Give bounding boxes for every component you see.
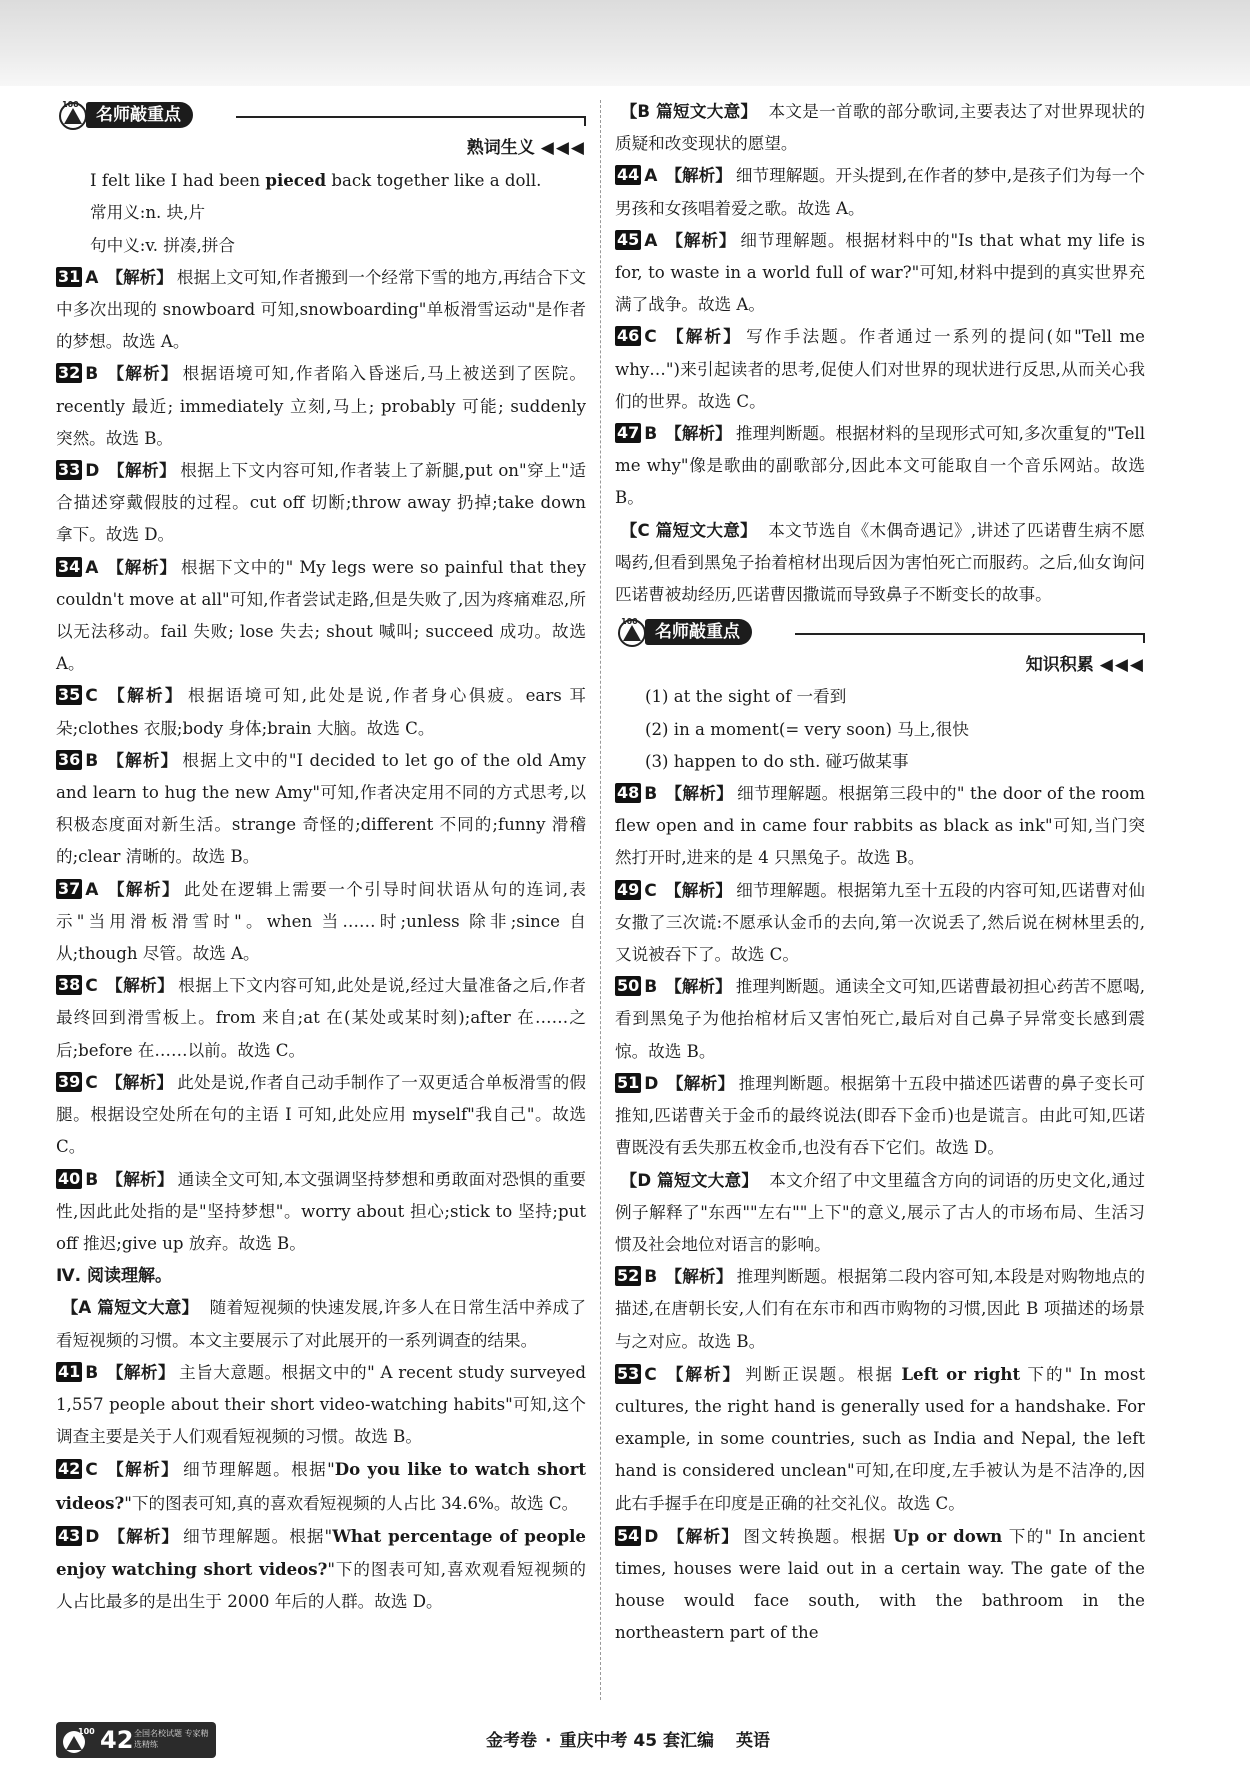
explanation-post: "下的图表可知,真的喜欢看短视频的人占比 34.6%。故选 C。 xyxy=(124,1493,579,1513)
question-number: 34 xyxy=(58,556,81,576)
vocab-in-sentence: 句中义:v. 拼凑,拼合 xyxy=(90,235,235,255)
answer-item-44 xyxy=(615,160,1145,224)
explanation-pre: 细节理解题。根据第三段中的" the door of the room flew open and in came four rabbits as black as ink"可知,当门突然打开时,进来的是 4 只黑兔子。故选 B。 xyxy=(615,784,1146,868)
answer-letter: C xyxy=(85,976,98,997)
analysis-tag: 【解析】 xyxy=(665,166,732,186)
answer-item-35 xyxy=(56,680,586,744)
explanation-text: 根据上文中的"I decided to let go of the old Amy and learn to hug the new Amy"可知,作者决定用不同的方式思考,以积极态度面对新生活。strange 奇怪的;different 不同的;funny 滑稽的;clear 清晰的。故选 B。 xyxy=(56,750,586,867)
vocab-sentence: I felt like I had been pieced back together like a doll. xyxy=(90,170,542,191)
analysis-tag: 【解析】 xyxy=(106,1362,176,1382)
analysis-tag: 【解析】 xyxy=(105,1072,174,1092)
analysis-tag: 【解析】 xyxy=(666,1073,735,1093)
answer-item-34 xyxy=(56,552,586,681)
section-iv-heading: Ⅳ. 阅读理解。 xyxy=(56,1266,173,1287)
analysis-tag: 【解析】 xyxy=(105,1460,180,1480)
summary-c: 【C 篇短文大意】 本文节选自《木偶奇遇记》,讲述了匹诺曹生病不愿喝药,但看到黑兔子抬着棺材出现后因为害怕死亡而服药。之后,仙女询问匹诺曹被劫经历,匹诺曹因撒谎而导致鼻子不断变长的故事。 xyxy=(615,520,1145,605)
footer-title: 金考卷 · 重庆中考 45 套汇编 英语 xyxy=(486,1731,770,1751)
left-column xyxy=(56,96,586,1618)
analysis-tag: 【解析】 xyxy=(105,686,184,706)
explanation-pre: 判断正误题。根据 xyxy=(745,1364,902,1384)
arrow-icons: ◀◀◀ xyxy=(1099,655,1145,676)
question-number: 53 xyxy=(617,1363,640,1383)
vocab-common: 常用义:n. 块,片 xyxy=(90,203,206,223)
answer-item-45 xyxy=(615,225,1145,322)
explanation-post: 下的" In ancient times, houses were laid out in a certain way. The gate of the house would face south, with the bathroom in the northeastern part of the xyxy=(615,1526,1145,1643)
explanation-pre: 推理判断题。通读全文可知,匹诺曹最初担心药苦不愿喝,看到黑兔子为他抬棺材后又害怕死亡,最后对自己鼻子异常变长感到震惊。故选 B。 xyxy=(615,977,1145,1061)
analysis-tag: 【解析】 xyxy=(106,364,179,384)
analysis-tag: 【解析】 xyxy=(665,977,732,997)
answer-list-44-47 xyxy=(615,160,1145,514)
banner-rule-end xyxy=(580,116,586,126)
question-number: 52 xyxy=(617,1266,640,1286)
answer-list-52-54 xyxy=(615,1261,1145,1649)
vocab-subhead: 熟词生义 ◀◀◀ xyxy=(466,138,586,158)
banner-rule-end xyxy=(1139,633,1145,643)
question-number: 48 xyxy=(617,783,640,803)
banner-rule xyxy=(795,633,1145,635)
question-number: 54 xyxy=(617,1525,640,1545)
analysis-tag: 【解析】 xyxy=(106,750,179,770)
explanation-text: 通读全文可知,本文强调坚持梦想和勇敢面对恐惧的重要性,因此此处指的是"坚持梦想"。worry about 担心;stick to 坚持;put off 推迟;give up 放弃。故选 B。 xyxy=(56,1169,586,1253)
explanation-text: 细节理解题。根据材料中的"Is that what my life is for, to waste in a world full of war?"可知,材料中提到的真实世界充满了战争。故选 A。 xyxy=(615,230,1146,315)
answer-letter: B xyxy=(644,977,658,998)
explanation-pre: 推理判断题。根据第二段内容可知,本段是对购物地点的描述,在唐朝长安,人们有在东市和西市购物的习惯,因此 B 项描述的场景与之对应。故选 B。 xyxy=(615,1267,1145,1351)
answer-letter: A xyxy=(85,879,99,900)
question-number: 31 xyxy=(58,266,81,286)
explanation-post: 下的" In most cultures, the right hand is generally used for a handshake. For example, in some countries, such as India and Nepal, the left hand is considered unclean"可知,在印度,左手被认为是不洁净的,因此右手握手在印度是正确的社交礼仪。故选 C。 xyxy=(615,1364,1145,1513)
question-number: 45 xyxy=(617,229,640,249)
question-number: 51 xyxy=(617,1072,640,1092)
analysis-tag: 【解析】 xyxy=(107,461,177,481)
svg-text:100: 100 xyxy=(78,1727,95,1736)
knowledge-subhead: 知识积累 ◀◀◀ xyxy=(1025,655,1145,676)
explanation-post: "下的图表可知,喜欢观看短视频的人占比最多的是出生于 2000 年后的人群。故选 D。 xyxy=(56,1559,586,1612)
analysis-tag: 【解析】 xyxy=(105,976,175,996)
answer-item-38 xyxy=(56,970,586,1067)
answer-item-42 xyxy=(56,1453,586,1519)
answer-item-39 xyxy=(56,1067,586,1164)
answer-item-32 xyxy=(56,358,586,455)
question-number: 38 xyxy=(58,975,81,995)
question-number: 49 xyxy=(617,879,640,899)
answer-letter: D xyxy=(85,461,100,482)
answer-list-48-51 xyxy=(615,778,1145,1164)
analysis-tag: 【解析】 xyxy=(106,267,173,287)
answer-letter: B xyxy=(644,424,658,445)
answer-letter: B xyxy=(85,1169,99,1190)
banner-title-2: 名师敲重点 xyxy=(645,619,752,645)
answer-item-48 xyxy=(615,778,1145,875)
question-number: 35 xyxy=(58,685,81,705)
svg-text:100: 100 xyxy=(62,100,79,109)
analysis-tag: 【解析】 xyxy=(106,1169,174,1189)
answer-list-31-40 xyxy=(56,262,586,1260)
page-footer xyxy=(56,1722,1196,1762)
answer-letter: D xyxy=(85,1526,100,1547)
answer-letter: A xyxy=(644,166,658,187)
question-number: 32 xyxy=(58,363,81,383)
question-number: 44 xyxy=(617,165,640,185)
answer-letter: A xyxy=(85,557,99,578)
knowledge-item-2: (2) in a moment(= very soon) 马上,很快 xyxy=(645,719,969,739)
explanation-pre: 细节理解题。根据第九至十五段的内容可知,匹诺曹对仙女撒了三次谎:不愿承认金币的去向,第一次说丢了,然后说在树林里丢的,又说被吞下了。故选 C。 xyxy=(615,880,1145,965)
teacher-logo-icon xyxy=(56,98,90,132)
analysis-tag: 【解析】 xyxy=(666,1526,740,1546)
answer-item-46 xyxy=(615,321,1145,418)
explanation-text: 此处是说,作者自己动手制作了一双更适合单板滑雪的假腿。根据设空处所在句的主语 I 可知,此处应用 myself"我自己"。故选 C。 xyxy=(56,1072,586,1157)
page-tagline: 全国名校试题 专家精选精练 xyxy=(134,1729,209,1749)
analysis-tag: 【解析】 xyxy=(106,879,181,899)
answer-letter: B xyxy=(85,1362,99,1383)
summary-d: 【D 篇短文大意】 本文介绍了中文里蕴含方向的词语的历史文化,通过例子解释了"东西""左右""上下"的意义,展示了古人的市场布局、生活习惯及社会地位对语言的影响。 xyxy=(615,1170,1145,1254)
explanation-text: 根据语境可知,作者陷入昏迷后,马上被送到了医院。recently 最近; immediately 立刻,马上; probably 可能; suddenly 突然。故选 B。 xyxy=(56,364,586,448)
answer-letter: C xyxy=(644,880,657,901)
analysis-tag: 【解析】 xyxy=(664,880,733,900)
explanation-pre: 推理判断题。根据第十五段中描述匹诺曹的鼻子变长可推知,匹诺曹关于金币的最终说法(即吞下金币)也是谎言。由此可知,匹诺曹既没有丢失那五枚金币,也没有吞下它们。故选 D。 xyxy=(615,1073,1146,1158)
answer-letter: C xyxy=(85,1460,98,1481)
brand-logo-icon xyxy=(60,1724,96,1756)
question-number: 41 xyxy=(58,1361,81,1381)
answer-item-51 xyxy=(615,1068,1145,1165)
explanation-pre: 细节理解题。根据" xyxy=(183,1460,335,1480)
explanation-text: 根据上下文内容可知,作者装上了新腿,put on"穿上"适合描述穿戴假肢的过程。cut off 切断;throw away 扔掉;take down 拿下。故选 D。 xyxy=(56,461,587,545)
answer-letter: B xyxy=(85,364,99,385)
explanation-text: 细节理解题。开头提到,在作者的梦中,是孩子们为每一个男孩和女孩唱着爱之歌。故选 A。 xyxy=(615,166,1145,218)
question-number: 39 xyxy=(58,1071,81,1091)
analysis-tag: 【解析】 xyxy=(665,784,734,804)
answer-letter: A xyxy=(85,267,99,288)
knowledge-item-1: (1) at the sight of 一看到 xyxy=(645,687,847,707)
answer-letter: C xyxy=(85,686,98,707)
answer-item-47 xyxy=(615,418,1145,515)
answer-letter: B xyxy=(644,784,658,805)
answer-item-43 xyxy=(56,1520,586,1619)
answer-item-36 xyxy=(56,745,586,874)
explanation-bold: What percentage of people enjoy watching short videos? xyxy=(56,1525,586,1579)
analysis-tag: 【解析】 xyxy=(107,1526,180,1546)
question-number: 36 xyxy=(58,749,81,769)
analysis-tag: 【解析】 xyxy=(665,424,732,444)
question-number: 50 xyxy=(617,976,640,996)
analysis-tag: 【解析】 xyxy=(665,1267,733,1287)
answer-item-33 xyxy=(56,455,586,552)
explanation-text: 推理判断题。根据材料的呈现形式可知,多次重复的"Tell me why"像是歌曲的副歌部分,因此本文可能取自一个音乐网站。故选 B。 xyxy=(615,424,1145,508)
explanation-text: 根据上下文内容可知,此处是说,经过大量准备之后,作者最终回到滑雪板上。from 来自;at 在(某处或某时刻);after 在……之后;before 在……以前。故选 C。 xyxy=(56,976,587,1060)
explanation-text: 根据下文中的" My legs were so painful that they couldn't move at all"可知,作者尝试走路,但是失败了,因为疼痛难忍,所以无法移动。fail 失败; lose 失去; shout 喊叫; succeed 成功。故选 A。 xyxy=(56,557,586,674)
answer-item-54 xyxy=(615,1520,1145,1650)
explanation-pre: 细节理解题。根据" xyxy=(183,1526,333,1546)
explanation-pre: 图文转换题。根据 xyxy=(743,1526,894,1546)
arrow-icons: ◀◀◀ xyxy=(540,138,586,158)
key-points-banner xyxy=(56,98,586,132)
explanation-bold: Left or right xyxy=(901,1363,1021,1384)
top-scan-band xyxy=(0,0,1250,86)
knowledge-item-3: (3) happen to do sth. 碰巧做某事 xyxy=(645,751,909,771)
banner-title: 名师敲重点 xyxy=(86,102,193,128)
explanation-text: 写作手法题。作者通过一系列的提问(如"Tell me why…")来引起读者的思考,促使人们对世界的现状进行反思,从而关心我们的世界。故选 C。 xyxy=(615,327,1145,411)
banner-rule xyxy=(236,116,586,118)
analysis-tag: 【解析】 xyxy=(106,557,177,577)
answer-letter: C xyxy=(644,1364,657,1385)
answer-item-41 xyxy=(56,1357,586,1454)
question-number: 37 xyxy=(58,878,81,898)
teacher-logo-icon xyxy=(615,615,649,649)
question-number: 42 xyxy=(58,1459,81,1479)
explanation-bold: Do you like to watch short videos? xyxy=(56,1459,587,1513)
answer-letter: D xyxy=(644,1526,659,1547)
analysis-tag: 【解析】 xyxy=(664,1364,742,1384)
explanation-text: 此处在逻辑上需要一个引导时间状语从句的连词,表示"当用滑板滑雪时"。when 当……时;unless 除非;since 自从;though 尽管。故选 A。 xyxy=(56,879,587,964)
page-number: 42 xyxy=(100,1726,134,1754)
question-number: 33 xyxy=(58,460,81,480)
summary-b: 【B 篇短文大意】 本文是一首歌的部分歌词,主要表达了对世界现状的质疑和改变现状的愿望。 xyxy=(615,102,1145,154)
right-column xyxy=(615,96,1145,1650)
explanation-text: 根据语境可知,此处是说,作者身心俱疲。ears 耳朵;clothes 衣服;body 身体;brain 大脑。故选 C。 xyxy=(56,686,587,738)
question-number: 46 xyxy=(617,326,640,346)
page-number-box xyxy=(56,1722,216,1758)
answer-item-40 xyxy=(56,1164,586,1261)
answer-letter: B xyxy=(85,750,99,771)
question-number: 40 xyxy=(58,1168,81,1188)
summary-a: 【A 篇短文大意】 随着短视频的快速发展,许多人在日常生活中养成了看短视频的习惯。本文主要展示了对此展开的一系列调查的结果。 xyxy=(56,1298,586,1350)
explanation-bold: Up or down xyxy=(893,1525,1003,1546)
answer-item-53 xyxy=(615,1358,1145,1520)
answer-item-37 xyxy=(56,874,586,971)
column-divider xyxy=(600,100,601,1700)
analysis-tag: 【解析】 xyxy=(665,230,737,250)
key-points-banner-2 xyxy=(615,615,1145,649)
answer-letter: D xyxy=(644,1073,659,1094)
explanation-pre: 主旨大意题。根据文中的" A recent study surveyed 1,557 people about their short video-watching habits"可知,这个调查主要是关于人们观看短视频的习惯。故选 B。 xyxy=(56,1362,587,1447)
answer-letter: C xyxy=(644,327,657,348)
explanation-text: 根据上文可知,作者搬到一个经常下雪的地方,再结合下文中多次出现的 snowboard 可知,snowboarding"单板滑雪运动"是作者的梦想。故选 A。 xyxy=(56,267,586,352)
answer-item-52 xyxy=(615,1261,1145,1358)
answer-letter: A xyxy=(644,230,658,251)
svg-text:100: 100 xyxy=(621,617,638,627)
answer-item-31 xyxy=(56,262,586,359)
answer-item-50 xyxy=(615,971,1145,1068)
answer-letter: B xyxy=(644,1267,658,1288)
analysis-tag: 【解析】 xyxy=(664,327,743,347)
question-number: 47 xyxy=(617,423,640,443)
question-number: 43 xyxy=(58,1525,81,1545)
answer-list-41-43 xyxy=(56,1357,586,1619)
answer-letter: C xyxy=(85,1072,98,1093)
answer-item-49 xyxy=(615,875,1145,972)
